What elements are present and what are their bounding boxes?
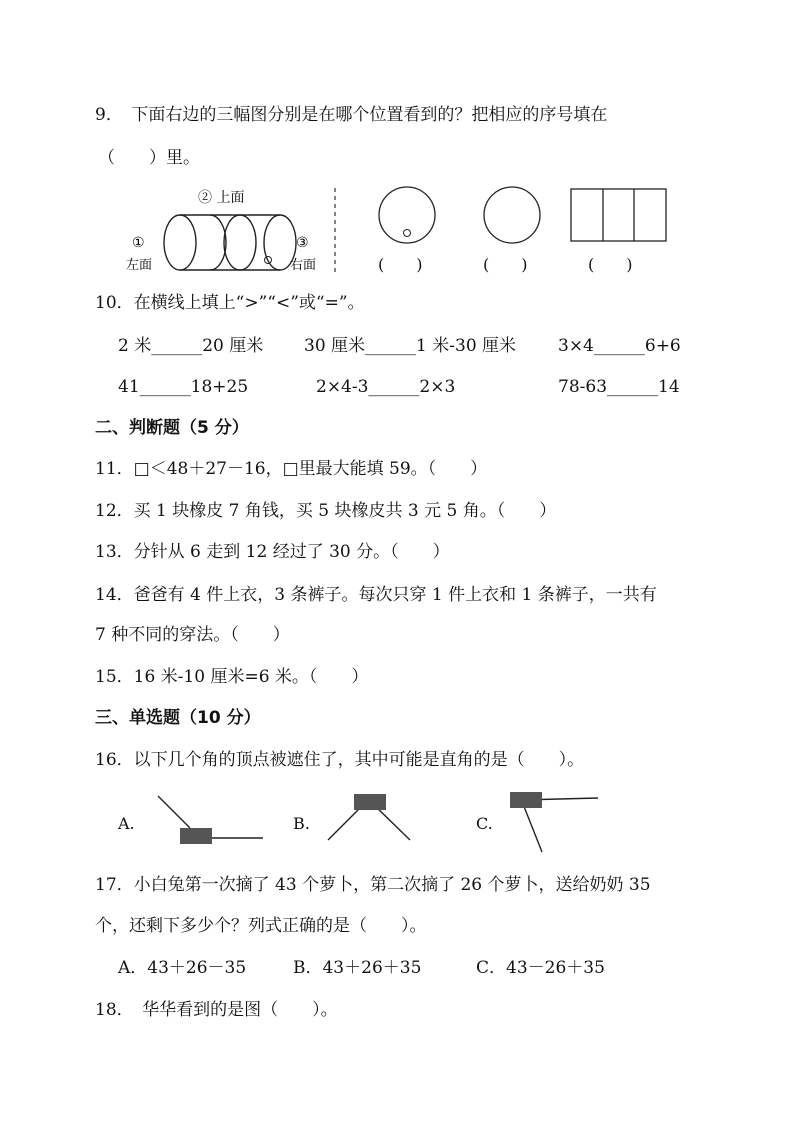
view-circle-plain [484, 187, 540, 243]
label-top: ② 上面 [198, 190, 245, 206]
q11-text: 11．□＜48＋27－16，□里最大能填 59。（ ） [95, 459, 488, 479]
q17-text-line2: 个，还剩下多少个？列式正确的是（ ）。 [95, 916, 427, 936]
q17-option-a[interactable]: A．43＋26－35 [118, 958, 247, 978]
q10-text: 10．在横线上填上“>”“<”或“=”。 [95, 293, 365, 313]
label-left-num: ① [132, 235, 145, 251]
q10-item-4[interactable]: 41______18+25 [118, 377, 249, 397]
q10-item-6[interactable]: 78-63______14 [558, 377, 680, 397]
q12-text: 12．买 1 块橡皮 7 角钱，买 5 块橡皮共 3 元 5 角。（ ） [95, 501, 557, 521]
q13-text: 13．分针从 6 走到 12 经过了 30 分。（ ） [95, 542, 450, 562]
q17-option-b[interactable]: B．43＋26＋35 [293, 958, 422, 978]
q10-item-2[interactable]: 30 厘米______1 米-30 厘米 [304, 336, 517, 356]
q16-text: 16．以下几个角的顶点被遮住了，其中可能是直角的是（ ）。 [95, 750, 585, 770]
angle-b [328, 794, 410, 840]
q14-text-line1: 14．爸爸有 4 件上衣，3 条裤子。每次只穿 1 件上衣和 1 条裤子，一共有 [95, 585, 657, 605]
label-right-num: ③ [296, 235, 309, 251]
q17-option-c[interactable]: C．43－26＋35 [476, 958, 605, 978]
q16-angle-figures [150, 788, 610, 858]
q9-blank-2[interactable]: ( ) [483, 255, 528, 274]
section-title-single-choice: 三、单选题（10 分） [95, 708, 261, 728]
label-left-text: 左面 [126, 258, 153, 273]
q16-option-b[interactable]: B. [293, 814, 310, 833]
view-rectangle-parts [571, 189, 666, 241]
q17-text-line1: 17．小白兔第一次摘了 43 个萝卜，第二次摘了 26 个萝卜，送给奶奶 35 [95, 875, 651, 895]
view-circle-with-dot [379, 187, 435, 243]
q15-text: 15．16 米-10 厘米=6 米。（ ） [95, 667, 369, 687]
section-title-judgement: 二、判断题（5 分） [95, 418, 249, 438]
angle-a [158, 796, 263, 844]
q16-option-c[interactable]: C. [476, 814, 493, 833]
q9-blank-3[interactable]: ( ) [588, 255, 633, 274]
label-right-text: 右面 [290, 258, 317, 273]
q10-item-3[interactable]: 3×4______6+6 [558, 336, 681, 356]
q9-blank-1[interactable]: ( ) [378, 255, 423, 274]
q9-text-line1: 9． 下面右边的三幅图分别是在哪个位置看到的？把相应的序号填在 [95, 105, 608, 125]
q10-item-5[interactable]: 2×4-3______2×3 [316, 377, 456, 397]
cylinder-diagram [164, 215, 296, 270]
q10-item-1[interactable]: 2 米______20 厘米 [118, 336, 264, 356]
q18-text: 18． 华华看到的是图（ ）。 [95, 1000, 338, 1020]
q16-option-a[interactable]: A. [118, 814, 135, 833]
q14-text-line2: 7 种不同的穿法。（ ） [95, 625, 290, 645]
q9-text-line2: （ ）里。 [98, 148, 200, 168]
angle-c [510, 792, 598, 852]
